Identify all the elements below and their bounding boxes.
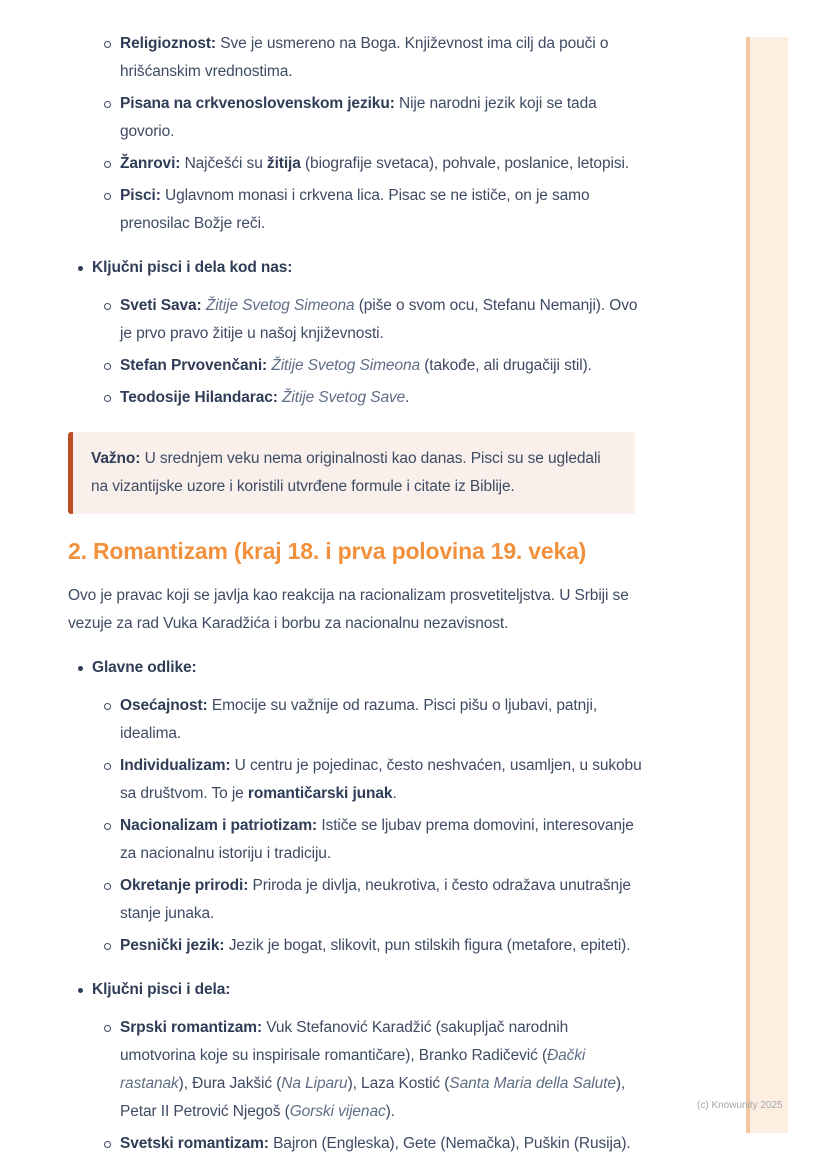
bullet-ring-icon (104, 823, 111, 830)
callout-text: U srednjem veku nema originalnosti kao danas. Pisci su se ugledali na vizantijske uzore i koristili utvrđene formule i citate iz Biblije. (91, 450, 601, 495)
list-item-text (120, 752, 643, 808)
text: Vuk Stefanović Karadžić (sakupljač narodnih umotvorina koje su inspirisale romantičare), Branko Radičević ( (120, 1019, 569, 1064)
text: Jezik je bogat, slikovit, pun stilskih figura (metafore, epiteti). (224, 937, 631, 954)
bold-text: Stefan Prvovenčani: (120, 357, 268, 374)
text: ), Laza Kostić ( (347, 1075, 450, 1092)
list-item (104, 90, 643, 146)
text: (biografije svetaca), pohvale, poslanice, letopisi. (300, 155, 630, 172)
list-item (104, 150, 643, 178)
list-item-text (120, 150, 643, 178)
bullet-ring-icon (104, 303, 111, 310)
list-item-text (120, 182, 643, 238)
text: ), Đura Jakšić ( (178, 1075, 282, 1092)
text: Bajron (Engleska), Gete (Nemačka), Puškin (Rusija). (268, 1135, 631, 1152)
text: . (392, 785, 397, 802)
italic-title: Žitije Svetog Simeona (205, 297, 355, 314)
bold-text: Religioznost: (120, 35, 216, 52)
section-heading: 2. Romantizam (kraj 18. i prva polovina 19. veka) (68, 538, 587, 564)
text: U centru je pojedinac, često neshvaćen, usamljen, u sukobu sa društvom. To je (120, 757, 642, 802)
bold-text: Pesnički jezik: (120, 937, 225, 954)
bold-text: Individualizam: (120, 757, 231, 774)
bullet-ring-icon (104, 703, 111, 710)
bullet-box (104, 812, 120, 868)
list-item-text (120, 1014, 643, 1126)
paragraph (68, 582, 643, 638)
list-item (104, 182, 643, 238)
bullet-dot-icon (78, 266, 83, 271)
list-item-text (120, 932, 643, 960)
bold-text: Pisci: (120, 187, 161, 204)
text: Nije narodni jezik koji se tada govorio. (120, 95, 597, 140)
list-item (104, 384, 643, 412)
callout-paragraph (91, 445, 611, 501)
bullet-box (78, 254, 92, 282)
text: (takođe, ali drugačiji stil). (420, 357, 592, 374)
list-item-text (120, 692, 643, 748)
italic-title: Žitije Svetog Save (282, 389, 406, 406)
italic-title: Na Liparu (281, 1075, 348, 1092)
bullet-dot-icon (78, 988, 83, 993)
italic-title: Đački rastanak (120, 1047, 586, 1092)
bold-text: žitija (266, 155, 301, 172)
bold-text: Teodosije Hilandarac: (120, 389, 278, 406)
bullet-ring-icon (104, 101, 111, 108)
bullet-box (104, 692, 120, 748)
list-item (104, 752, 643, 808)
bullet-box (104, 182, 120, 238)
bullet-box (104, 752, 120, 808)
text: ). (385, 1103, 395, 1120)
bullet-ring-icon (104, 883, 111, 890)
bold-text: Sveti Sava: (120, 297, 202, 314)
bullet-ring-icon (104, 41, 111, 48)
bold-text: Ključni pisci i dela: (92, 981, 231, 998)
bold-text: romantičarski junak (247, 785, 393, 802)
list-item (104, 932, 643, 960)
bullet-box (104, 292, 120, 348)
bullet-box (104, 30, 120, 86)
bullet-ring-icon (104, 193, 111, 200)
bold-text: Nacionalizam i patriotizam: (120, 817, 318, 834)
bold-text: Pisana na crkvenoslovenskom jeziku: (120, 95, 395, 112)
bullet-ring-icon (104, 1141, 111, 1148)
callout-label: Važno: (91, 450, 141, 467)
list-item (104, 352, 643, 380)
list-item-text (120, 872, 643, 928)
bold-text: Svetski romantizam: (120, 1135, 269, 1152)
text: Uglavnom monasi i crkvena lica. Pisac se ne ističe, on je samo prenosilac Božje reči. (120, 187, 590, 232)
list-item-header (78, 654, 643, 682)
bold-text: Osećajnost: (120, 697, 208, 714)
list-item (104, 292, 643, 348)
bullet-box (78, 654, 92, 682)
list-item-text (92, 654, 643, 682)
list-item-header (78, 976, 643, 1004)
list-item-text (120, 352, 643, 380)
bullet-box (104, 352, 120, 380)
bullet-list (68, 30, 643, 238)
bullet-ring-icon (104, 395, 111, 402)
list-item-text (120, 30, 643, 86)
bullet-box (104, 1014, 120, 1126)
bold-text: Ključni pisci i dela kod nas: (92, 259, 293, 276)
text: Najčešći su (180, 155, 267, 172)
bullet-box (104, 150, 120, 178)
italic-title: Žitije Svetog Simeona (271, 357, 421, 374)
italic-title: Santa Maria della Salute (449, 1075, 616, 1092)
list-item (104, 30, 643, 86)
important-callout (68, 432, 635, 514)
bold-text: Srpski romantizam: (120, 1019, 263, 1036)
text: Ističe se ljubav prema domovini, interesovanje za nacionalnu istoriju i tradiciju. (120, 817, 634, 862)
bullet-dot-icon (78, 666, 83, 671)
bullet-box (104, 90, 120, 146)
list-item-text (120, 384, 643, 412)
bullet-box (78, 976, 92, 1004)
list-item-text (92, 976, 643, 1004)
page-edge-stripe (746, 37, 788, 1133)
bullet-group (68, 654, 643, 960)
bold-text: Glavne odlike: (92, 659, 197, 676)
bold-text: Okretanje prirodi: (120, 877, 249, 894)
text: (piše o svom ocu, Stefanu Nemanji). Ovo je prvo pravo žitije u našoj književnosti. (120, 297, 638, 342)
list-item-text (120, 292, 643, 348)
text: Sve je usmereno na Boga. Književnost ima cilj da pouči o hrišćanskim vrednostima. (120, 35, 609, 80)
text: . (405, 389, 410, 406)
text: Emocije su važnije od razuma. Pisci pišu o ljubavi, patnji, idealima. (120, 697, 598, 742)
text: Ovo je pravac koji se javlja kao reakcija na racionalizam prosvetiteljstva. U Srbiji se vezuje za rad Vuka Karadžića i borbu za nacionalnu nezavisnost. (68, 587, 629, 632)
bullet-ring-icon (104, 363, 111, 370)
bullet-box (104, 872, 120, 928)
copyright-watermark: (c) Knowunity 2025 (697, 1100, 783, 1111)
list-item (104, 1130, 643, 1158)
bullet-box (104, 384, 120, 412)
text: ), Petar II Petrović Njegoš ( (120, 1075, 626, 1120)
list-item-text (120, 90, 643, 146)
text: Priroda je divlja, neukrotiva, i često odražava unutrašnje stanje junaka. (120, 877, 631, 922)
list-item-text (120, 1130, 643, 1158)
bullet-ring-icon (104, 1025, 111, 1032)
bullet-group (68, 254, 643, 412)
list-item-header (78, 254, 643, 282)
list-item (104, 812, 643, 868)
bullet-ring-icon (104, 763, 111, 770)
list-item (104, 1014, 643, 1126)
bullet-box (104, 1130, 120, 1158)
bullet-ring-icon (104, 943, 111, 950)
document-content (68, 30, 643, 1162)
italic-title: Gorski vijenac (289, 1103, 386, 1120)
bold-text: Žanrovi: (120, 155, 181, 172)
list-item (104, 872, 643, 928)
bullet-box (104, 932, 120, 960)
bullet-group (68, 976, 643, 1158)
list-item-text (92, 254, 643, 282)
list-item-text (120, 812, 643, 868)
bullet-ring-icon (104, 161, 111, 168)
list-item (104, 692, 643, 748)
